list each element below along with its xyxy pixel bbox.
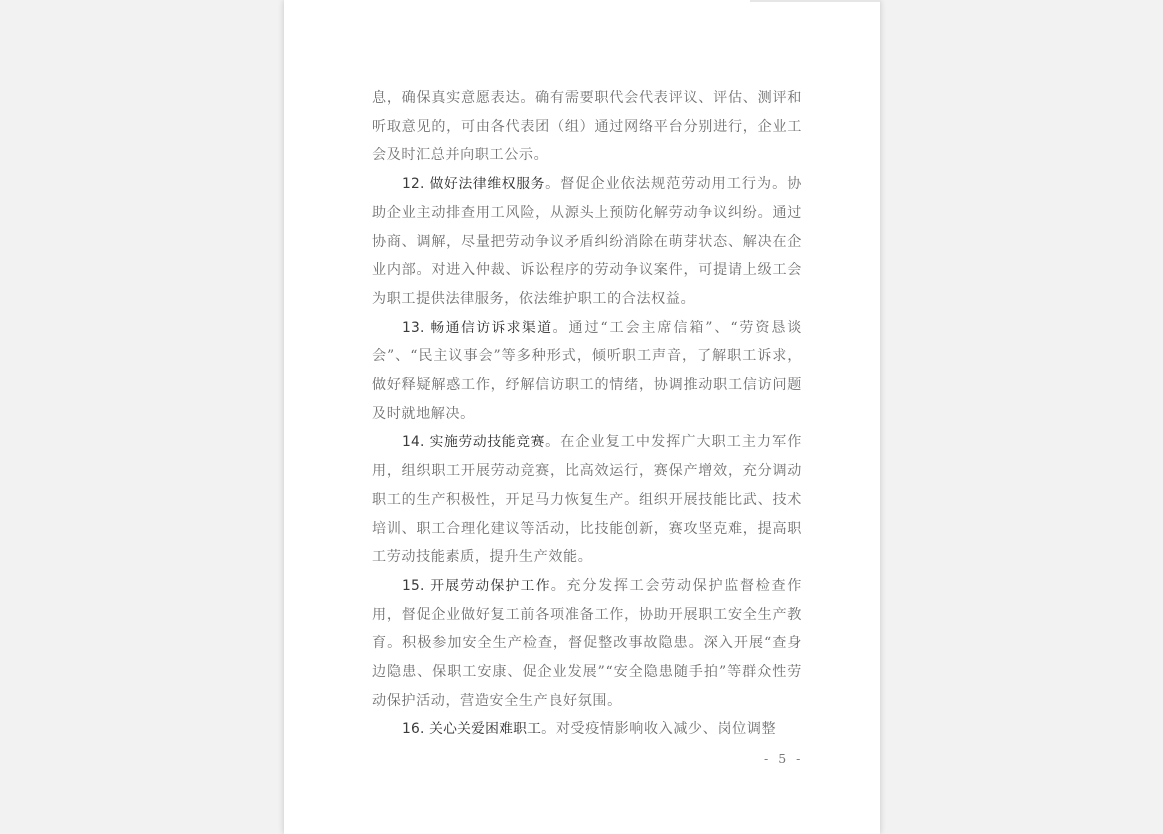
paragraph-15 — [372, 572, 802, 716]
paragraph-text: 。充分发挥工会劳动保护监督检查作用，督促企业做好复工前各项准备工作，协助开展职工安全生产教育。积极参加安全生产检查，督促整改事故隐患。深入开展“查身边隐患、保职工安康、促企业发展”“安全隐患随手拍”等群众性劳动保护活动，营造安全生产良好氛围。 — [372, 577, 802, 709]
paragraph-number: 13. — [402, 319, 431, 336]
paragraph-13 — [372, 314, 802, 429]
paragraph-text: 。督促企业依法规范劳动用工行为。协助企业主动排查用工风险，从源头上预防化解劳动争议纠纷。通过协商、调解，尽量把劳动争议矛盾纠纷消除在萌芽状态、解决在企业内部。对进入仲裁、诉讼程序的劳动争议案件，可提请上级工会为职工提供法律服务，依法维护职工的合法权益。 — [372, 176, 802, 307]
paragraph-text: 息，确保真实意愿表达。确有需要职代会代表评议、评估、测评和听取意见的，可由各代表团（组）通过网络平台分别进行，企业工会及时汇总并向职工公示。 — [372, 90, 802, 164]
paragraph-heading: 开展劳动保护工作 — [430, 577, 551, 594]
paragraph-number: 16. — [402, 721, 430, 738]
paragraph-16 — [372, 715, 802, 744]
paragraph-14 — [372, 428, 802, 572]
paragraph-heading: 关心关爱困难职工 — [429, 721, 542, 738]
paragraph-number: 14. — [402, 434, 430, 451]
paragraph-heading: 实施劳动技能竞赛 — [429, 434, 546, 451]
document-body — [372, 84, 802, 744]
paragraph-text: 。在企业复工中发挥广大职工主力军作用，组织职工开展劳动竞赛，比高效运行，赛保产增效，充分调动职工的生产积极性，开足马力恢复生产。组织开展技能比武、技术培训、职工合理化建议等活动，比技能创新，赛攻坚克难，提高职工劳动技能素质，提升生产效能。 — [372, 434, 802, 566]
paragraph-heading: 畅通信访诉求渠道 — [430, 319, 553, 336]
document-page — [284, 0, 880, 834]
paragraph-number: 12. — [402, 176, 430, 193]
paragraph-text: 。通过“工会主席信箱”、“劳资恳谈会”、“民主议事会”等多种形式，倾听职工声音，了解职工诉求，做好释疑解惑工作，纾解信访职工的情绪，协调推动职工信访问题及时就地解决。 — [372, 319, 802, 422]
paragraph-12 — [372, 170, 802, 314]
paragraph-text: 。对受疫情影响收入减少、岗位调整 — [541, 721, 777, 738]
page-number: - 5 - — [764, 751, 804, 766]
paragraph-number: 15. — [402, 577, 431, 594]
paragraph-continuation — [372, 84, 802, 170]
page-top-edge — [750, 0, 880, 2]
paragraph-heading: 做好法律维权服务 — [429, 176, 546, 193]
